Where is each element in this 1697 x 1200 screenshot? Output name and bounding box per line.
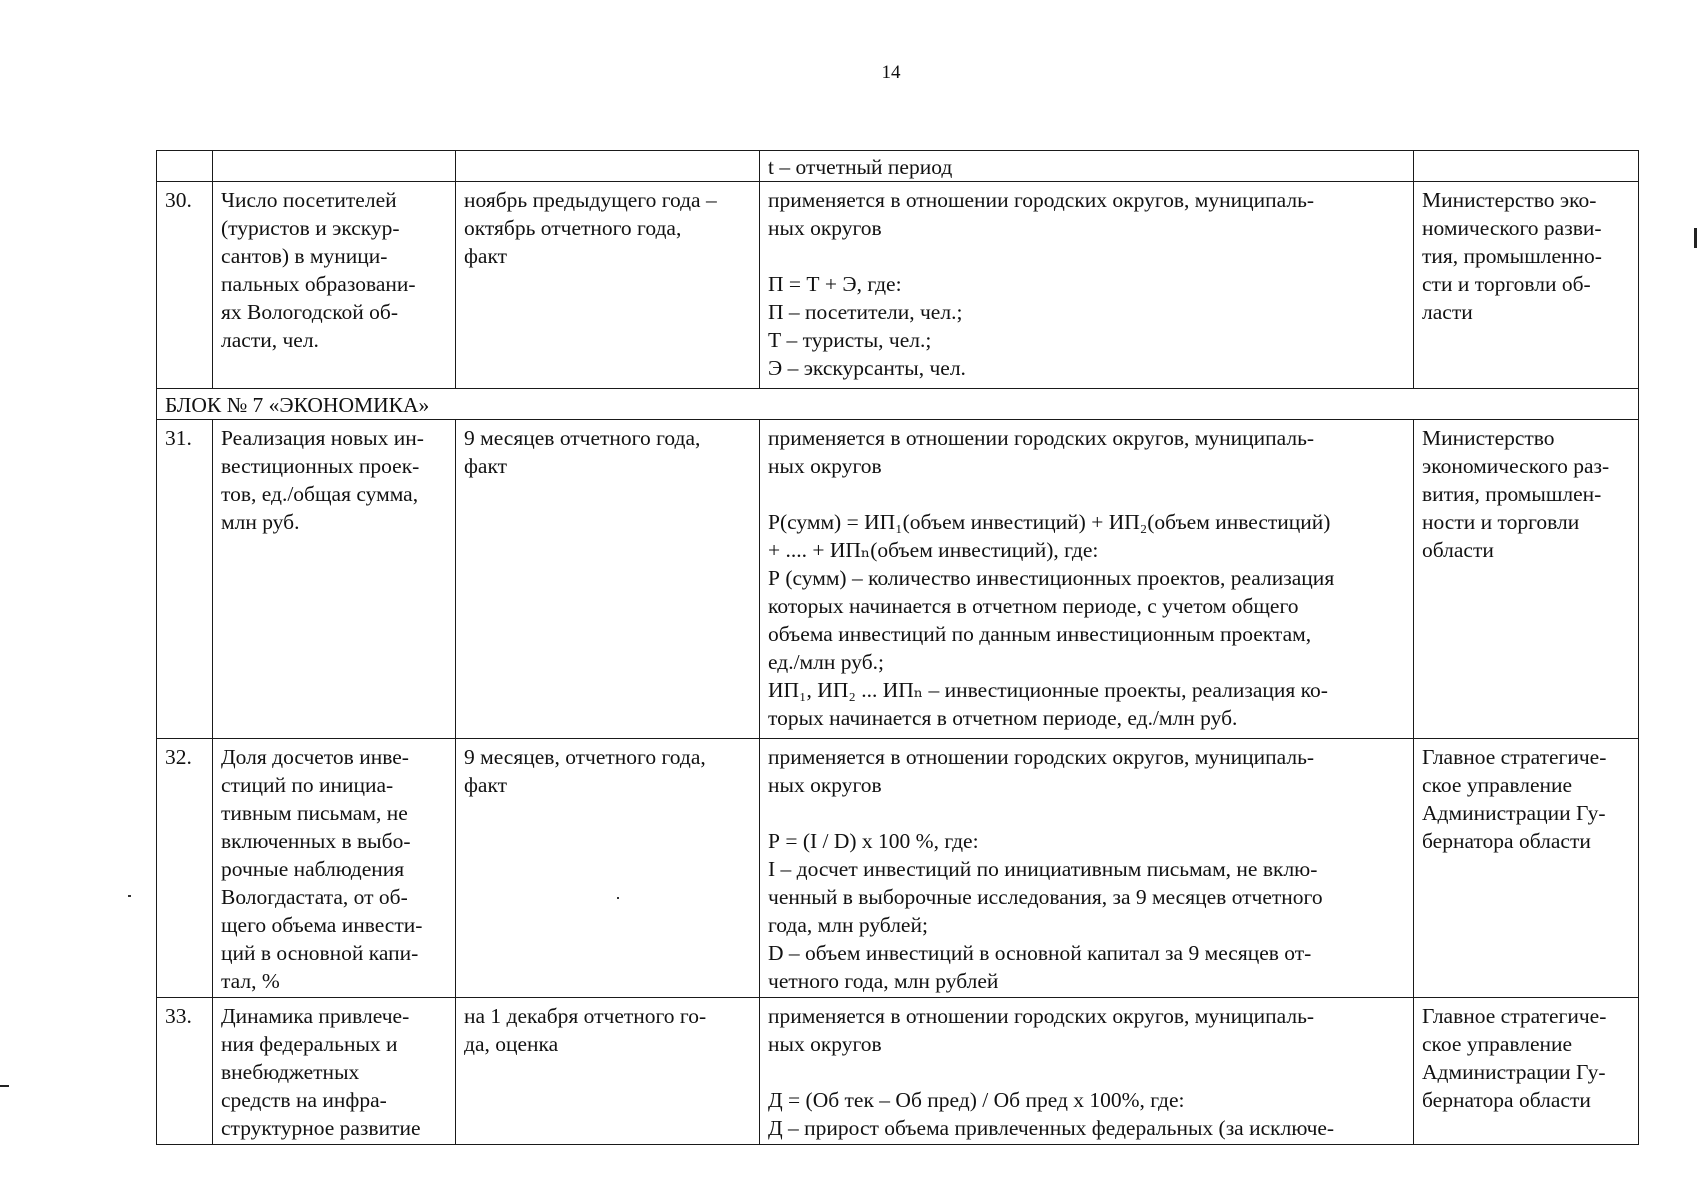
responsible-cell: Министерство эко- номического разви- тия, промышленно- сти и торговли об- ласти xyxy=(1414,182,1639,389)
responsible-cell xyxy=(1414,151,1639,182)
period-cell: ноябрь предыдущего года – октябрь отчетного года, факт xyxy=(456,182,760,389)
scan-artifact-dot xyxy=(128,895,131,897)
method-cell: применяется в отношении городских округов, муниципаль- ных округов Д = (Об тек – Об пред) / Об пред х 100%, где: Д – прирост объема привлеченных федеральных (за исключе- xyxy=(760,998,1414,1145)
indicator-cell: Число посетителей (туристов и экскур- сантов) в муници- пальных образовани- ях Вологодской об- ласти, чел. xyxy=(213,182,456,389)
row-number: 32. xyxy=(157,739,213,998)
block-title: БЛОК № 7 «ЭКОНОМИКА» xyxy=(157,389,1639,420)
page-number: 14 xyxy=(881,62,901,83)
row-number: 31. xyxy=(157,420,213,739)
indicator-cell xyxy=(213,151,456,182)
row-number xyxy=(157,151,213,182)
method-cell: применяется в отношении городских округов, муниципаль- ных округов П = Т + Э, где: П – посетители, чел.; Т – туристы, чел.; Э – экскурсанты, чел. xyxy=(760,182,1414,389)
indicator-table xyxy=(156,150,1639,1145)
table-row xyxy=(157,998,1639,1145)
responsible-cell: Главное стратегиче- ское управление Администрации Гу- бернатора области xyxy=(1414,739,1639,998)
indicator-cell: Динамика привлече- ния федеральных и внебюджетных средств на инфра- структурное развитие xyxy=(213,998,456,1145)
row-number: 33. xyxy=(157,998,213,1145)
table-row xyxy=(157,739,1639,998)
period-cell: 9 месяцев отчетного года, факт xyxy=(456,420,760,739)
table-row xyxy=(157,182,1639,389)
period-cell xyxy=(456,151,760,182)
indicator-cell: Доля досчетов инве- стиций по инициа- тивным письмам, не включенных в выбо- рочные наблюдения Вологдастата, от об- щего объема инвести- ций в основной капи- тал, % xyxy=(213,739,456,998)
method-cell: применяется в отношении городских округов, муниципаль- ных округов Р(сумм) = ИП₁(объем инвестиций) + ИП₂(объем инвестиций) + .... + ИПₙ(объем инвестиций), где: Р (сумм) – количество инвестиционных проектов, реализация которых начинается в отчетном периоде, с учетом общего объема инвестиций по данным инвестиционным проектам, ед./млн руб.; ИП₁, ИП₂ ... ИПₙ – инвестиционные проекты, реализация ко- торых начинается в отчетном периоде, ед./млн руб. xyxy=(760,420,1414,739)
row-number: 30. xyxy=(157,182,213,389)
period-cell: 9 месяцев, отчетного года, факт xyxy=(456,739,760,998)
block-header-row xyxy=(157,389,1639,420)
period-cell: на 1 декабря отчетного го- да, оценка xyxy=(456,998,760,1145)
responsible-cell: Министерство экономического раз- вития, промышлен- ности и торговли области xyxy=(1414,420,1639,739)
scan-artifact-dot xyxy=(617,897,619,899)
method-cell: t – отчетный период xyxy=(760,151,1414,182)
table-row xyxy=(157,151,1639,182)
scan-artifact-dash xyxy=(0,1085,9,1087)
method-cell: применяется в отношении городских округов, муниципаль- ных округов Р = (I / D) x 100 %, где: I – досчет инвестиций по инициативным письмам, не вклю- ченный в выборочные исследования, за 9 месяцев отчетного года, млн рублей; D – объем инвестиций в основной капитал за 9 месяцев от- четного года, млн рублей xyxy=(760,739,1414,998)
table-row xyxy=(157,420,1639,739)
responsible-cell: Главное стратегиче- ское управление Администрации Гу- бернатора области xyxy=(1414,998,1639,1145)
indicator-cell: Реализация новых ин- вестиционных проек- тов, ед./общая сумма, млн руб. xyxy=(213,420,456,739)
